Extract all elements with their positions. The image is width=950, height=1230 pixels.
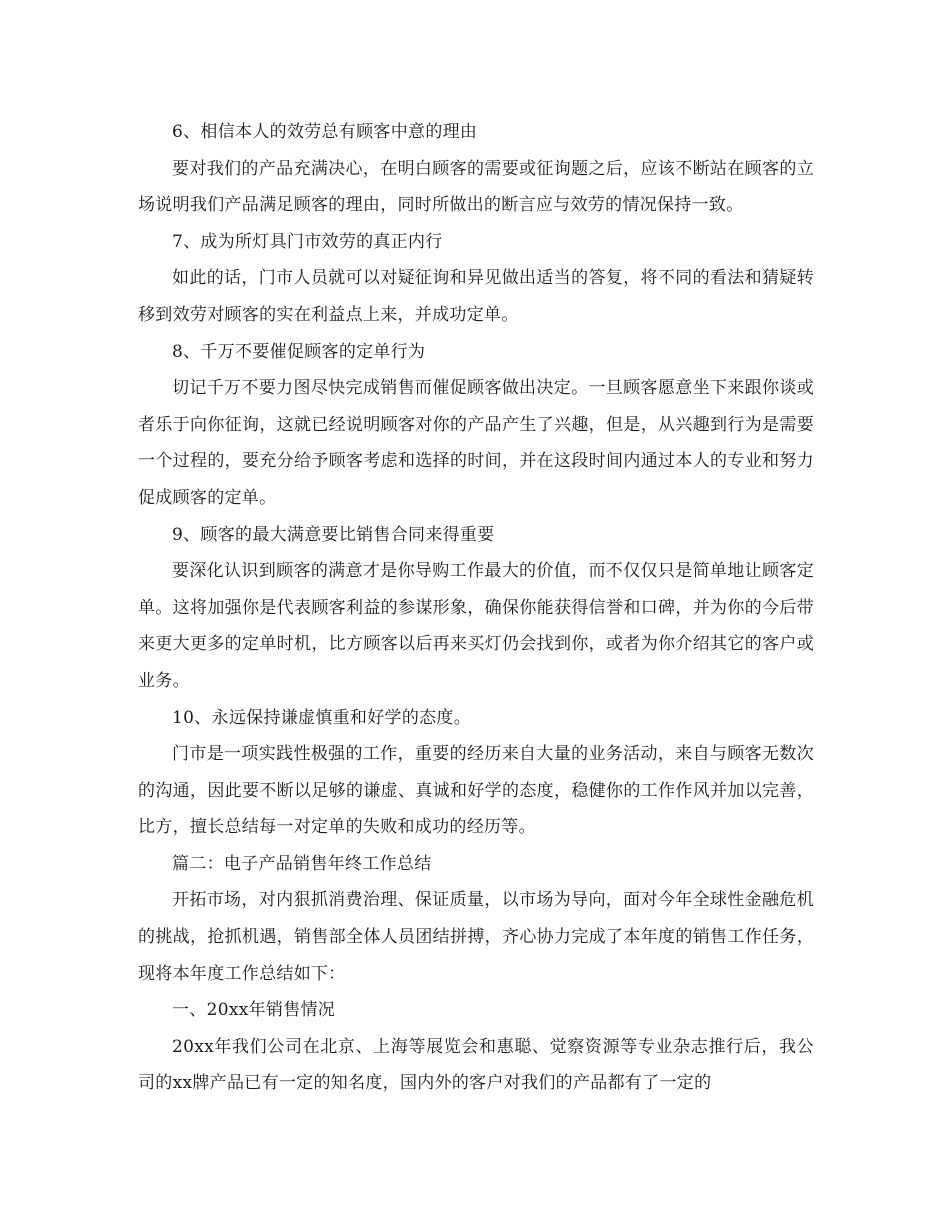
- paragraph: 门市是一项实践性极强的工作，重要的经历来自大量的业务活动，来自与顾客无数次的沟通，因此要不断以足够的谦虚、真诚和好学的态度，稳健你的工作作风并加以完善，比方，擅长总结每一对定单的失败和成功的经历等。: [138, 744, 814, 838]
- heading-7: 7、成为所灯具门市效劳的真正内行: [172, 231, 443, 252]
- document-body: [138, 114, 814, 1102]
- paragraph: 开拓市场，对内狠抓消费治理、保证质量，以市场为导向，面对今年全球性金融危机的挑战，抢抓机遇，销售部全体人员团结拼搏，齐心协力完成了本年度的销售工作任务，现将本年度工作总结如下：: [138, 890, 814, 984]
- subsection-title: 一、20xx年销售情况: [172, 1000, 336, 1021]
- heading-8: 8、千万不要催促顾客的定单行为: [172, 341, 426, 362]
- heading-6: 6、相信本人的效劳总有顾客中意的理由: [172, 122, 478, 142]
- heading-9: 9、顾客的最大满意要比销售合同来得重要: [172, 524, 495, 545]
- paragraph: 要对我们的产品充满决心，在明白顾客的需要或征询题之后，应该不断站在顾客的立场说明我们产品满足顾客的理由，同时所做出的断言应与效劳的情况保持一致。: [138, 158, 814, 216]
- section-title: 篇二：电子产品销售年终工作总结: [172, 853, 432, 874]
- paragraph: 如此的话，门市人员就可以对疑征询和异见做出适当的答复，将不同的看法和猜疑转移到效劳对顾客的实在利益点上来，并成功定单。: [138, 268, 814, 325]
- paragraph: 要深化认识到顾客的满意才是你导购工作最大的价值，而不仅仅只是简单地让顾客定单。这将加强你是代表顾客利益的参谋形象，确保你能获得信誉和口碑，并为你的今后带来更大更多的定单时机，比方顾客以后再来买灯仍会找到你，或者为你介绍其它的客户或业务。: [138, 561, 814, 691]
- paragraph: 20xx年我们公司在北京、上海等展览会和惠聪、觉察资源等专业杂志推行后，我公司的xx牌产品已有一定的知名度，国内外的客户对我们的产品都有了一定的: [138, 1036, 814, 1094]
- heading-10: 10、永远保持谦虚慎重和好学的态度。: [172, 707, 472, 728]
- paragraph: 切记千万不要力图尽快完成销售而催促顾客做出决定。一旦顾客愿意坐下来跟你谈或者乐于向你征询，这就已经说明顾客对你的产品产生了兴趣，但是，从兴趣到行为是需要一个过程的，要充分给予顾客考虑和选择的时间，并在这段时间内通过本人的专业和努力促成顾客的定单。: [138, 378, 814, 508]
